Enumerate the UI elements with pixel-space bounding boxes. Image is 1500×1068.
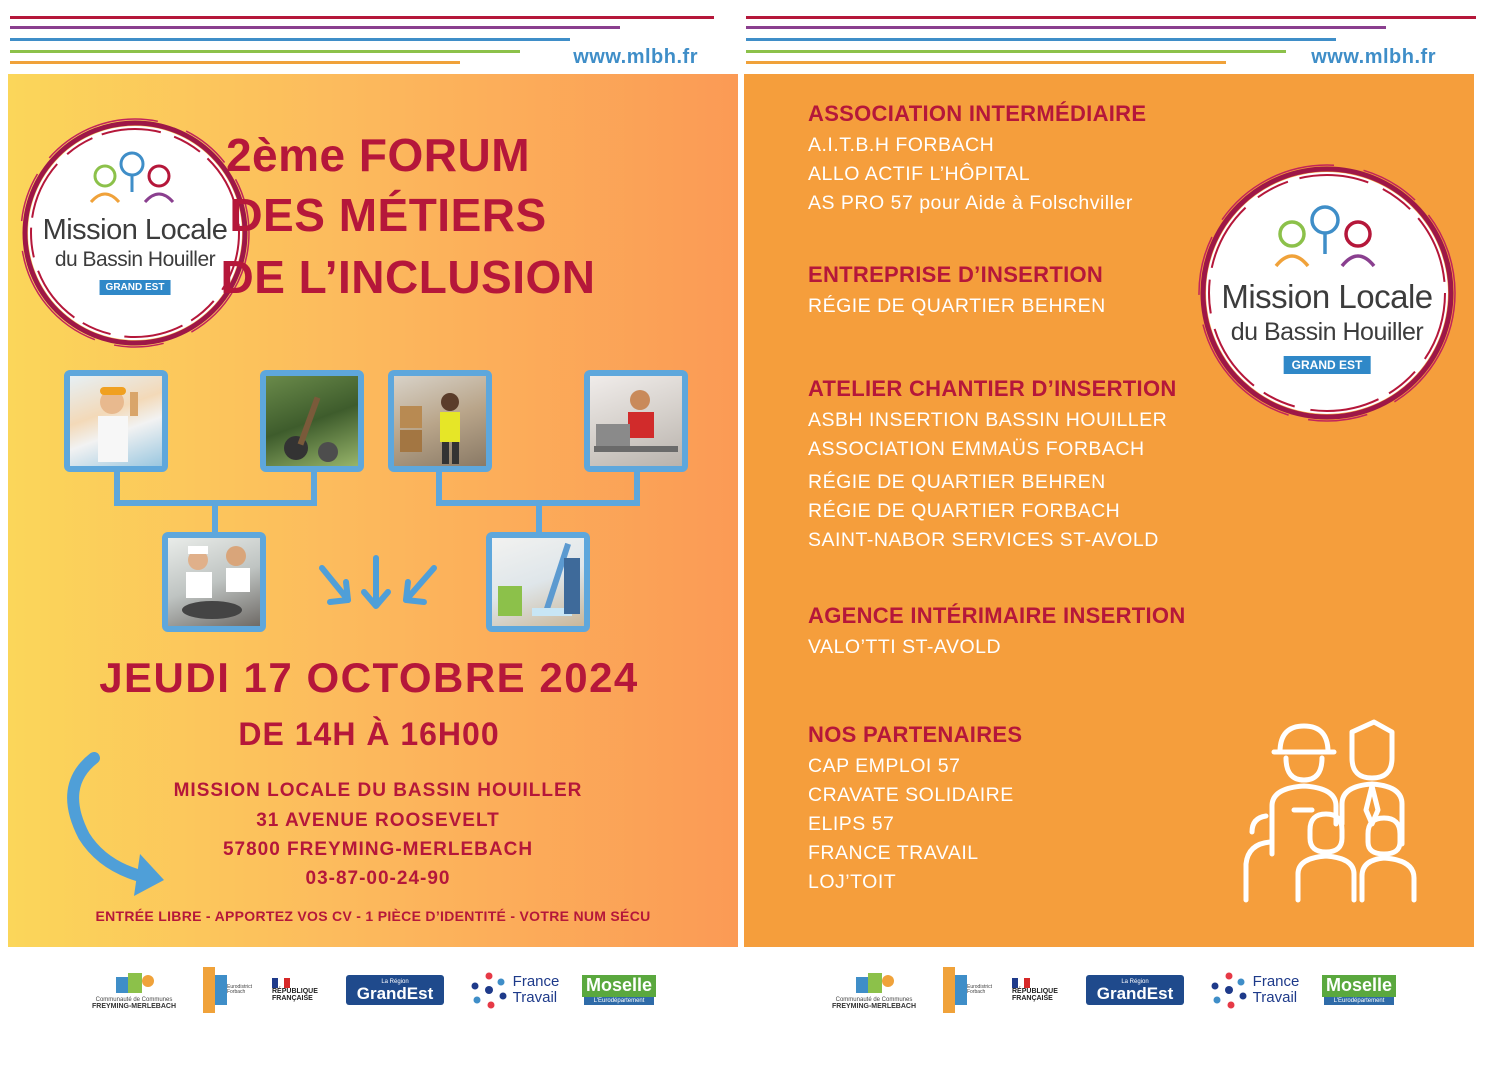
logo-badge: GRAND EST: [100, 280, 171, 295]
painter-photo: [64, 370, 168, 472]
france-travail-text-2: Travail: [512, 989, 558, 1006]
logo-badge: GRAND EST: [1284, 356, 1371, 374]
france-travail-dots-icon: [469, 970, 509, 1010]
republique-francaise-logo: [1012, 962, 1072, 1018]
partners-poster: [744, 74, 1474, 947]
gardening-photo: [260, 370, 364, 472]
moselle-small-text: L'Eurodépartement: [1324, 997, 1394, 1005]
logo-title-line1: Mission Locale: [42, 214, 228, 246]
moselle-small-text: L'Eurodépartement: [584, 997, 654, 1005]
france-travail-text-1: France: [1252, 973, 1300, 991]
republique-francaise-logo: [272, 962, 332, 1018]
region-small-text: La Région: [1121, 978, 1149, 985]
france-travail-text-2: Travail: [1252, 989, 1298, 1006]
section-item: RÉGIE DE QUARTIER FORBACH: [808, 500, 1121, 522]
france-travail-logo: [462, 962, 566, 1018]
eurodistrict-emblem-icon: [203, 967, 227, 1013]
france-travail-logo: [1202, 962, 1306, 1018]
forum-title-line3: DE L’INCLUSION: [220, 251, 596, 303]
ccfm-bottom-text: FREYMING-MERLEBACH: [832, 1002, 916, 1010]
region-small-text: La Région: [381, 978, 409, 985]
people-pictogram-icon: [1268, 200, 1388, 270]
marianne-flag-icon: [272, 978, 290, 988]
address-line-2: 31 AVENUE ROOSEVELT: [256, 810, 500, 831]
section-heading-partenaires: NOS PARTENAIRES: [808, 722, 1023, 747]
region-grand-est-logo: [1086, 962, 1184, 1018]
section-item: ASSOCIATION EMMAÜS FORBACH: [808, 438, 1145, 460]
logo-title-line1: Mission Locale: [1221, 278, 1433, 315]
moselle-logo: [580, 962, 658, 1018]
ccfm-bottom-text: FREYMING-MERLEBACH: [92, 1002, 176, 1010]
cleaning-photo: [486, 532, 590, 632]
section-item: ELIPS 57: [808, 813, 895, 835]
moselle-big-text: Moselle: [1322, 975, 1396, 997]
section-item: RÉGIE DE QUARTIER BEHREN: [808, 471, 1106, 493]
mission-locale-logo: [1206, 172, 1448, 414]
france-travail-text-1: France: [512, 973, 560, 991]
logo-title-line2: du Bassin Houiller: [54, 248, 216, 271]
section-item: CRAVATE SOLIDAIRE: [808, 784, 1014, 806]
ccfm-top-text: Communauté de Communes: [835, 996, 913, 1003]
eurodistrict-logo: [942, 962, 992, 1018]
forum-title-line2: DES MÉTIERS: [229, 189, 547, 241]
section-item: ALLO ACTIF L’HÔPITAL: [808, 163, 1031, 185]
moselle-big-text: Moselle: [582, 975, 656, 997]
event-poster: [8, 74, 738, 947]
section-item: LOJ’TOIT: [808, 871, 897, 893]
flyer-back-page: [744, 0, 1476, 1068]
eurodistrict-text: Eurodistrict Forbach: [227, 984, 253, 995]
section-item: A.I.T.B.H FORBACH: [808, 134, 995, 156]
connector-line: [212, 500, 218, 532]
section-heading-atelier: ATELIER CHANTIER D’INSERTION: [808, 376, 1177, 401]
section-item: CAP EMPLOI 57: [808, 755, 961, 777]
section-item: SAINT-NABOR SERVICES ST-AVOLD: [808, 529, 1159, 551]
workers-group-icon: [1242, 714, 1432, 914]
address-line-1: MISSION LOCALE DU BASSIN HOUILLER: [173, 780, 583, 801]
event-time: DE 14H À 16H00: [238, 716, 500, 752]
connector-line: [536, 500, 542, 532]
moselle-logo: [1320, 962, 1398, 1018]
region-big-text: GrandEst: [1096, 983, 1174, 1003]
partner-logos-row: [826, 962, 1406, 1018]
partner-logos-row: [86, 962, 666, 1018]
flyer-front-page: [6, 0, 738, 1068]
republique-line2: FRANÇAISE: [1012, 995, 1053, 1002]
website-url[interactable]: www.mlbh.fr: [573, 46, 698, 68]
section-item: RÉGIE DE QUARTIER BEHREN: [808, 295, 1106, 317]
ccfm-logo: [826, 962, 922, 1018]
workshop-photo: [584, 370, 688, 472]
kitchen-photo: [162, 532, 266, 632]
section-item: VALO’TTI ST-AVOLD: [808, 636, 1002, 658]
event-date: JEUDI 17 OCTOBRE 2024: [99, 654, 639, 701]
ccfm-top-text: Communauté de Communes: [95, 996, 173, 1003]
section-item: ASBH INSERTION BASSIN HOUILLER: [808, 409, 1168, 431]
forum-title-line1: 2ème FORUM: [225, 129, 531, 181]
section-item: FRANCE TRAVAIL: [808, 842, 979, 864]
section-heading-association: ASSOCIATION INTERMÉDIAIRE: [808, 101, 1147, 126]
section-item: AS PRO 57 pour Aide à Folschviller: [808, 192, 1133, 214]
marianne-flag-icon: [1012, 978, 1030, 988]
eurodistrict-logo: [202, 962, 252, 1018]
entry-requirements: ENTRÉE LIBRE - APPORTEZ VOS CV - 1 PIÈCE D’IDENTITÉ - VOTRE NUM SÉCU: [95, 908, 651, 924]
region-grand-est-logo: [346, 962, 444, 1018]
region-big-text: GrandEst: [356, 983, 434, 1003]
logo-title-line2: du Bassin Houiller: [1230, 318, 1424, 346]
website-url[interactable]: www.mlbh.fr: [1311, 46, 1436, 68]
republique-line1: RÉPUBLIQUE: [272, 988, 318, 995]
republique-line1: RÉPUBLIQUE: [1012, 988, 1058, 995]
down-arrows-icon: [304, 550, 454, 620]
ccfm-logo: [86, 962, 182, 1018]
eurodistrict-emblem-icon: [943, 967, 967, 1013]
warehouse-photo: [388, 370, 492, 472]
section-heading-agence: AGENCE INTÉRIMAIRE INSERTION: [808, 603, 1186, 628]
france-travail-dots-icon: [1209, 970, 1249, 1010]
address-line-3: 57800 FREYMING-MERLEBACH: [222, 839, 534, 860]
ccfm-emblem-icon: [114, 971, 154, 997]
phone-number[interactable]: 03-87-00-24-90: [305, 868, 451, 889]
ccfm-emblem-icon: [854, 971, 894, 997]
republique-line2: FRANÇAISE: [272, 995, 313, 1002]
eurodistrict-text: Eurodistrict Forbach: [967, 984, 993, 995]
section-heading-entreprise: ENTREPRISE D’INSERTION: [808, 262, 1104, 287]
